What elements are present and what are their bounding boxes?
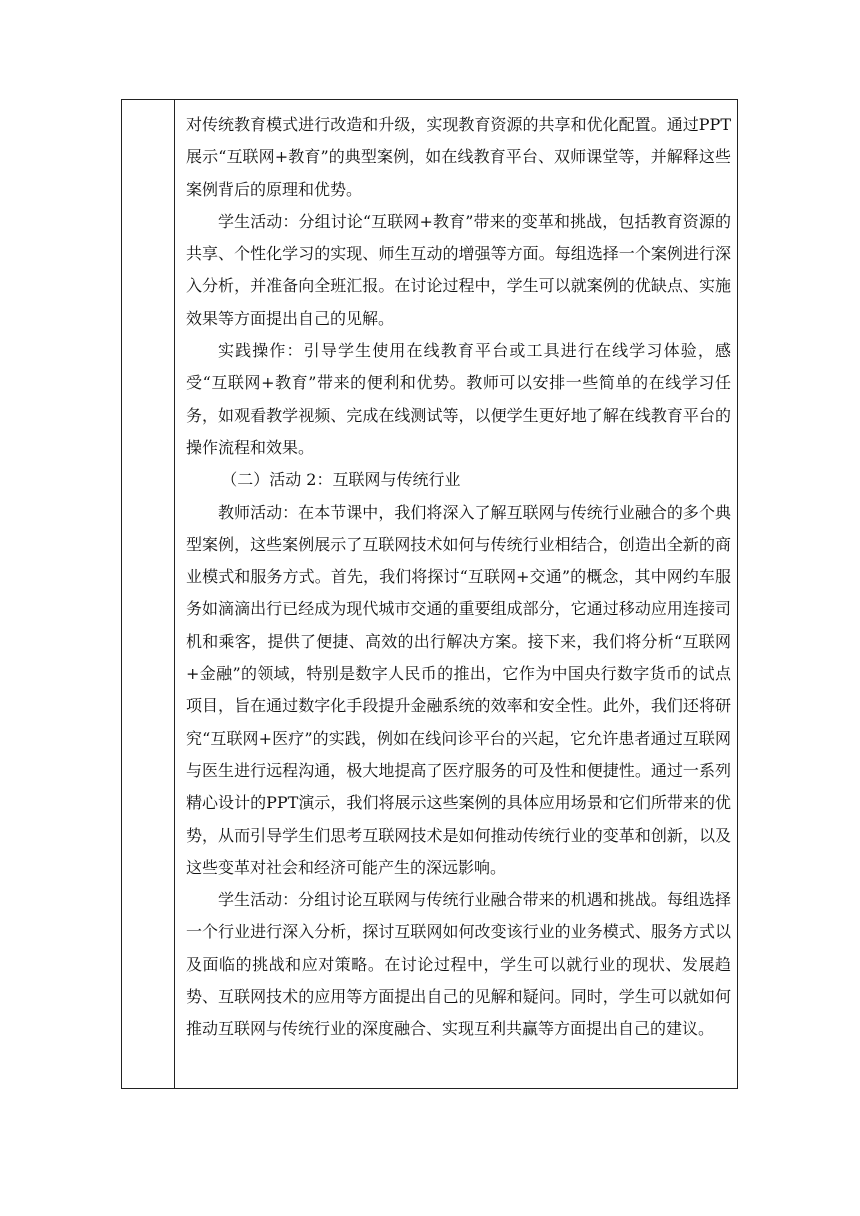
paragraph-teacher-activity-2: 教师活动：在本节课中，我们将深入了解互联网与传统行业融合的多个典型案例，这些案例展示了互联网技术如何与传统行业相结合，创造出全新的商业模式和服务方式。首先，我们将探讨“互联网+交通”的概念，其中网约车服务如滴滴出行已经成为现代城市交通的重要组成部分，它通过移动应用连接司机和乘客，提供了便捷、高效的出行解决方案。接下来，我们将分析“互联网+金融”的领域，特别是数字人民币的推出，它作为中国央行数字货币的试点项目，旨在通过数字化手段提升金融系统的效率和安全性。此外，我们还将研究“互联网+医疗”的实践，例如在线问诊平台的兴起，它允许患者通过互联网与医生进行远程沟通，极大地提高了医疗服务的可及性和便捷性。通过一系列精心设计的PPT演示，我们将展示这些案例的具体应用场景和它们所带来的优势，从而引导学生们思考互联网技术是如何推动传统行业的变革和创新，以及这些变革对社会和经济可能产生的深远影响。 bbox=[186, 502, 731, 877]
lesson-content-cell bbox=[186, 109, 731, 1046]
paragraph-practice: 实践操作：引导学生使用在线教育平台或工具进行在线学习体验，感受“互联网+教育”带来的便利和优势。教师可以安排一些简单的在线学习任务，如观看教学视频、完成在线测试等，以便学生更好地了解在线教育平台的操作流程和效果。 bbox=[186, 341, 731, 457]
paragraph-intro-continuation: 对传统教育模式进行改造和升级，实现教育资源的共享和优化配置。通过PPT展示“互联网+教育”的典型案例，如在线教育平台、双师课堂等，并解释这些案例背后的原理和优势。 bbox=[186, 115, 731, 199]
section-heading-activity-2: （二）活动 2：互联网与传统行业 bbox=[221, 470, 461, 490]
paragraph-student-activity-1: 学生活动：分组讨论“互联网+教育”带来的变革和挑战，包括教育资源的共享、个性化学习的实现、师生互动的增强等方面。每组选择一个案例进行深入分析，并准备向全班汇报。在讨论过程中，学生可以就案例的优缺点、实施效果等方面提出自己的见解。 bbox=[186, 211, 731, 328]
paragraph-student-activity-2: 学生活动：分组讨论互联网与传统行业融合带来的机遇和挑战。每组选择一个行业进行深入分析，探讨互联网如何改变该行业的业务模式、服务方式以及面临的挑战和应对策略。在讨论过程中，学生可以就行业的现状、发展趋势、互联网技术的应用等方面提出自己的见解和疑问。同时，学生可以就如何推动互联网与传统行业的深度融合、实现互利共赢等方面提出自己的建议。 bbox=[186, 890, 731, 1039]
column-divider bbox=[174, 99, 175, 1089]
